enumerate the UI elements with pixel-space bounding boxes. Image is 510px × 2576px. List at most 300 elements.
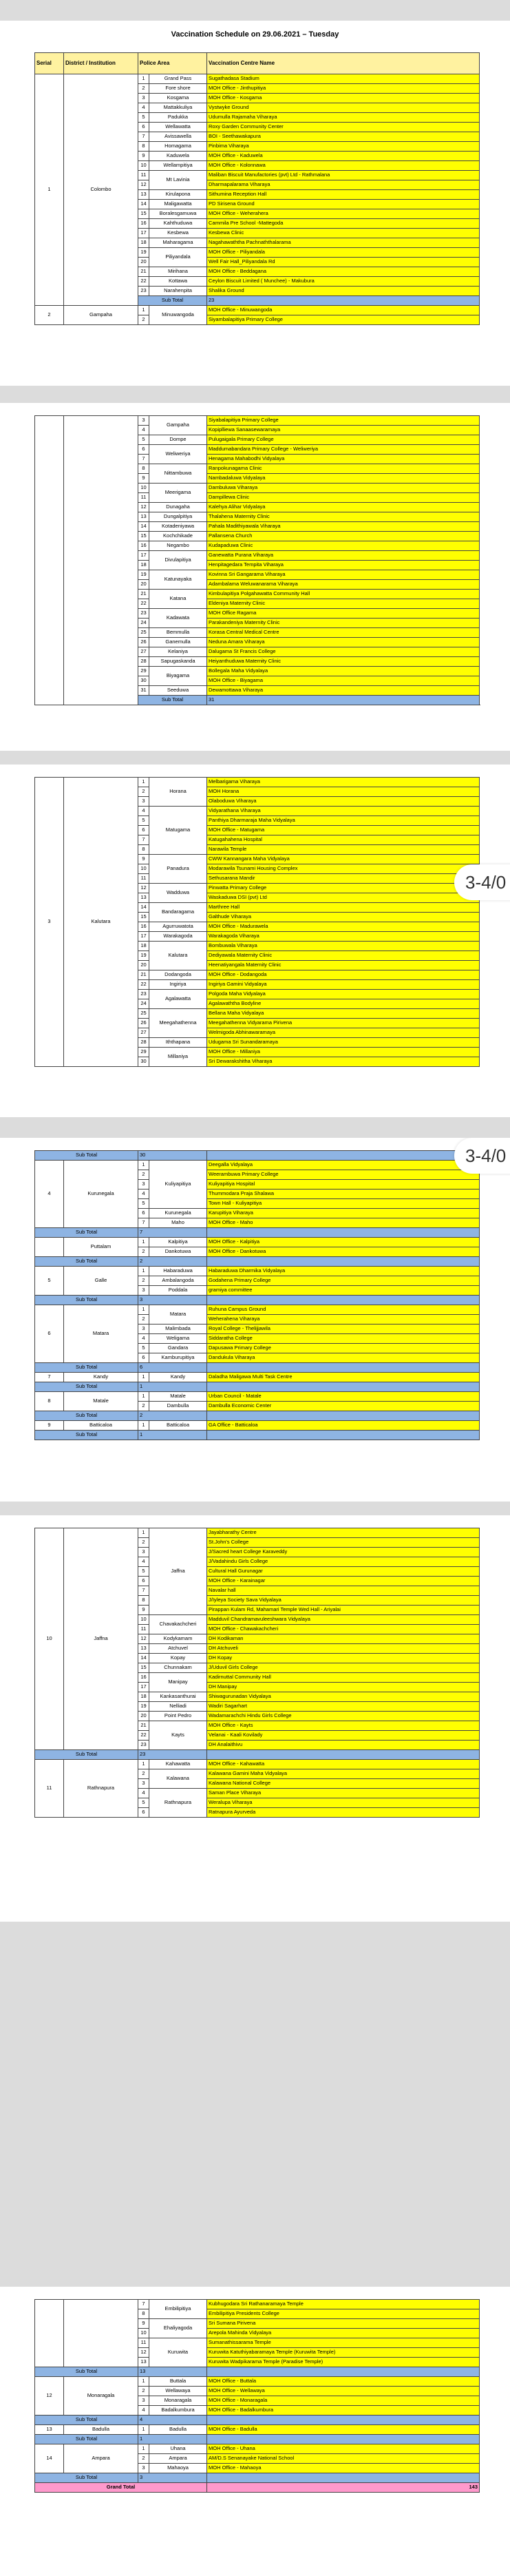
police-area-cell: Buttala bbox=[149, 2377, 207, 2387]
vaccination-centre-cell: MOH Office - Beddagana bbox=[207, 267, 480, 277]
subtotal-row bbox=[35, 1750, 480, 1760]
police-area-cell: Rathnapura bbox=[149, 1789, 207, 1818]
row-number: 1 bbox=[138, 1161, 149, 1170]
vaccination-centre-cell: Kovinna Sri Gangarama Viharaya bbox=[207, 570, 480, 580]
row-number: 14 bbox=[138, 522, 149, 532]
header-centre: Vaccination Centre Name bbox=[207, 53, 480, 74]
police-area-cell: Divulapitiya bbox=[149, 551, 207, 570]
row-number: 19 bbox=[138, 951, 149, 961]
table-row bbox=[35, 1305, 480, 1315]
row-number: 27 bbox=[138, 1028, 149, 1038]
subtotal-value: 7 bbox=[138, 1228, 207, 1238]
vaccination-centre-cell: MOH Office - Kahawatta bbox=[207, 1760, 480, 1769]
police-area-cell: Weligama bbox=[149, 1334, 207, 1344]
vaccination-centre-cell: Panthiya Dharmaraja Maha Vidyalaya bbox=[207, 816, 480, 826]
subtotal-empty bbox=[207, 1296, 480, 1305]
vaccination-centre-cell: Weralupa Viharaya bbox=[207, 1798, 480, 1808]
schedule-table bbox=[34, 52, 480, 325]
vaccination-centre-cell: MOH Office - Uhana bbox=[207, 2444, 480, 2454]
vaccination-centre-cell: Kuliyapitiya Hospital bbox=[207, 1180, 480, 1190]
row-number: 26 bbox=[138, 1019, 149, 1028]
subtotal-row bbox=[35, 1151, 480, 1161]
vaccination-centre-cell: DH Manipay bbox=[207, 1683, 480, 1692]
vaccination-centre-cell: Velanai - Kaali Kovilady bbox=[207, 1731, 480, 1741]
police-area-cell: Agalawatta bbox=[149, 990, 207, 1009]
row-number: 8 bbox=[138, 142, 149, 152]
row-number: 29 bbox=[138, 1048, 149, 1057]
subtotal-value: 2 bbox=[138, 1411, 207, 1421]
district-cell: Colombo bbox=[64, 74, 138, 306]
police-area-cell: Matugama bbox=[149, 807, 207, 855]
vaccination-centre-cell: Royal College - Thelijjawila bbox=[207, 1325, 480, 1334]
subtotal-label: Sub Total bbox=[35, 2435, 138, 2444]
row-number: 18 bbox=[138, 942, 149, 951]
subtotal-value: 2 bbox=[138, 1257, 207, 1267]
schedule-table bbox=[34, 1150, 480, 1440]
vaccination-centre-cell: Kalawana National College bbox=[207, 1779, 480, 1789]
schedule-table bbox=[34, 1528, 480, 1818]
vaccination-centre-cell: MOH Office - Chawakachcheri bbox=[207, 1625, 480, 1634]
police-area-cell: Point Pedro bbox=[149, 1712, 207, 1721]
row-number: 8 bbox=[138, 845, 149, 855]
police-area-cell: Kosgama bbox=[149, 94, 207, 103]
row-number: 1 bbox=[138, 2444, 149, 2454]
police-area-cell: Kesbewa bbox=[149, 229, 207, 238]
row-number: 2 bbox=[138, 1276, 149, 1286]
vaccination-centre-cell: Well Fair Hall_Piliyandala Rd bbox=[207, 258, 480, 267]
vaccination-centre-cell: Nambadaluwa Vidyalaya bbox=[207, 474, 480, 484]
police-area-cell: Millaniya bbox=[149, 1048, 207, 1067]
vaccination-centre-cell: MOH Office - Millaniya bbox=[207, 1048, 480, 1057]
row-number: 20 bbox=[138, 961, 149, 970]
row-number: 1 bbox=[138, 1421, 149, 1431]
row-number: 23 bbox=[138, 609, 149, 619]
vaccination-centre-cell: GA Office - Batticaloa bbox=[207, 1421, 480, 1431]
vaccination-centre-cell: Pahala Madithiyawala Viharaya bbox=[207, 522, 480, 532]
subtotal-label: Sub Total bbox=[138, 296, 207, 306]
subtotal-label: Sub Total bbox=[35, 1296, 138, 1305]
row-number: 6 bbox=[138, 123, 149, 132]
vaccination-centre-cell: Sithumina Reception Hall bbox=[207, 190, 480, 200]
row-number: 16 bbox=[138, 541, 149, 551]
police-area-cell: Kottawa bbox=[149, 277, 207, 287]
schedule-table bbox=[34, 2299, 480, 2493]
subtotal-row bbox=[35, 1411, 480, 1421]
vaccination-centre-cell: Roxy Garden Community Center bbox=[207, 123, 480, 132]
vaccination-centre-cell: Arepola Mahinda Vidyalaya bbox=[207, 2329, 480, 2338]
subtotal-empty bbox=[207, 1363, 480, 1373]
row-number: 1 bbox=[138, 1528, 149, 1538]
row-number: 2 bbox=[138, 2387, 149, 2396]
police-area-cell: Matara bbox=[149, 1305, 207, 1325]
row-number: 7 bbox=[138, 132, 149, 142]
vaccination-centre-cell: MOH Office - Wellawaya bbox=[207, 2387, 480, 2396]
vaccination-centre-cell: Vystwyke Ground bbox=[207, 103, 480, 113]
police-area-cell: Kopay bbox=[149, 1654, 207, 1663]
row-number: 28 bbox=[138, 1038, 149, 1048]
subtotal-value: 3 bbox=[138, 1296, 207, 1305]
row-number: 4 bbox=[138, 807, 149, 816]
serial-cell: 1 bbox=[35, 74, 64, 306]
vaccination-centre-cell: Maddumabandara Primary College - Weliweriya bbox=[207, 445, 480, 455]
police-area-cell: Katunayaka bbox=[149, 570, 207, 590]
row-number: 3 bbox=[138, 1779, 149, 1789]
vaccination-centre-cell: Weherahena Viharaya bbox=[207, 1315, 480, 1325]
table-row bbox=[35, 778, 480, 787]
subtotal-empty bbox=[207, 1257, 480, 1267]
vaccination-centre-cell: J/Iyleya Society Sava Vidyalaya bbox=[207, 1596, 480, 1606]
vaccination-centre-cell: Pirappan Kulam Rd, Mahamari Temple Wed Hall - Ariyalai bbox=[207, 1606, 480, 1615]
row-number: 21 bbox=[138, 590, 149, 599]
vaccination-centre-cell: Pinwatta Primary College bbox=[207, 884, 480, 893]
vaccination-centre-cell: Sumanathissarama Temple bbox=[207, 2338, 480, 2348]
vaccination-centre-cell: Town Hall - Kuliyapitiya bbox=[207, 1199, 480, 1209]
row-number: 2 bbox=[138, 1247, 149, 1257]
row-number: 14 bbox=[138, 1654, 149, 1663]
police-area-cell: Kahthuduwa bbox=[149, 219, 207, 229]
page-6 bbox=[0, 2287, 510, 2576]
row-number: 29 bbox=[138, 667, 149, 676]
row-number: 1 bbox=[138, 1373, 149, 1382]
vaccination-centre-cell: DH Atchuveli bbox=[207, 1644, 480, 1654]
district-cell: Matara bbox=[64, 1305, 138, 1363]
vaccination-centre-cell: Katugahahena Hospital bbox=[207, 835, 480, 845]
police-area-cell: Ehaliyagoda bbox=[149, 2319, 207, 2338]
police-area-cell: Badulla bbox=[149, 2425, 207, 2435]
row-number: 21 bbox=[138, 267, 149, 277]
police-area-cell: Ingiriya bbox=[149, 980, 207, 990]
row-number: 2 bbox=[138, 2454, 149, 2464]
police-area-cell: Agurruwatota bbox=[149, 922, 207, 932]
police-area-cell: Wellampitiya bbox=[149, 161, 207, 171]
row-number: 17 bbox=[138, 1683, 149, 1692]
vaccination-centre-cell: Kadirnuttal Community Hall bbox=[207, 1673, 480, 1683]
district-cell: Jaffna bbox=[64, 1528, 138, 1750]
serial-cell: 9 bbox=[35, 1421, 64, 1431]
row-number: 3 bbox=[138, 1325, 149, 1334]
police-area-cell: Ambalangoda bbox=[149, 1276, 207, 1286]
district-cell: Kurunegala bbox=[64, 1161, 138, 1228]
table-row bbox=[35, 2444, 480, 2454]
row-number: 16 bbox=[138, 922, 149, 932]
serial-cell: 10 bbox=[35, 1528, 64, 1750]
row-number: 7 bbox=[138, 2300, 149, 2309]
vaccination-centre-cell: Pallansena Church bbox=[207, 532, 480, 541]
vaccination-centre-cell: Nagahawaththa Pachnaththalarama bbox=[207, 238, 480, 248]
subtotal-value: 4 bbox=[138, 2416, 207, 2425]
police-area-cell: Maho bbox=[149, 1218, 207, 1228]
subtotal-label: Sub Total bbox=[35, 1363, 138, 1373]
vaccination-centre-cell: Maliban Biscuit Manufactories (pvt) Ltd - Rathmalana bbox=[207, 171, 480, 180]
row-number: 1 bbox=[138, 778, 149, 787]
police-area-cell: Kirulapona bbox=[149, 190, 207, 200]
serial-cell: 8 bbox=[35, 1392, 64, 1411]
serial-cell: 11 bbox=[35, 1760, 64, 1818]
police-area-cell: Mt Lavinia bbox=[149, 171, 207, 190]
vaccination-centre-cell: J/Uduvil Girls College bbox=[207, 1663, 480, 1673]
subtotal-label: Sub Total bbox=[35, 2473, 138, 2483]
vaccination-centre-cell: Habaraduwa Dharmika Vidyalaya bbox=[207, 1267, 480, 1276]
vaccination-centre-cell: Meegahathenna Vidyarama Pirivena bbox=[207, 1019, 480, 1028]
row-number: 5 bbox=[138, 113, 149, 123]
vaccination-centre-cell: Pinbima Viharaya bbox=[207, 142, 480, 152]
row-number: 2 bbox=[138, 1315, 149, 1325]
subtotal-label: Sub Total bbox=[35, 2367, 138, 2377]
row-number: 9 bbox=[138, 1606, 149, 1615]
vaccination-centre-cell: Weerambuwa Primary College bbox=[207, 1170, 480, 1180]
row-number: 30 bbox=[138, 676, 149, 686]
serial-cell: 7 bbox=[35, 1373, 64, 1382]
row-number: 10 bbox=[138, 484, 149, 493]
vaccination-centre-cell: Thalahena Maternity Clinic bbox=[207, 512, 480, 522]
row-number: 1 bbox=[138, 1267, 149, 1276]
vaccination-centre-cell: Heiyanthuduwa Maternity Clinic bbox=[207, 657, 480, 667]
vaccination-centre-cell: Shiwagurunadan Vidyalaya bbox=[207, 1692, 480, 1702]
vaccination-centre-cell: Neduna Amara Viharaya bbox=[207, 638, 480, 647]
row-number: 21 bbox=[138, 1721, 149, 1731]
police-area-cell: Kochchikade bbox=[149, 532, 207, 541]
vaccination-centre-cell: MOH Office - Dodangoda bbox=[207, 970, 480, 980]
row-number: 20 bbox=[138, 258, 149, 267]
district-cell: Batticaloa bbox=[64, 1421, 138, 1431]
page-4 bbox=[0, 1138, 510, 1502]
police-area-cell: Ampara bbox=[149, 2454, 207, 2464]
police-area-cell: Seeduwa bbox=[149, 686, 207, 696]
vaccination-centre-cell: Ruhuna Campus Ground bbox=[207, 1305, 480, 1315]
vaccination-centre-cell: Parakandeniya Maternity Clinic bbox=[207, 619, 480, 628]
vaccination-centre-cell: CWW Kannangara Maha Vidyalaya bbox=[207, 855, 480, 864]
subtotal-value: 30 bbox=[138, 1151, 207, 1161]
row-number: 1 bbox=[138, 306, 149, 315]
vaccination-centre-cell: Kalehya Alihar Vidyalaya bbox=[207, 503, 480, 512]
subtotal-label: Sub Total bbox=[35, 1431, 138, 1440]
subtotal-row bbox=[35, 2367, 480, 2377]
row-number: 3 bbox=[138, 1548, 149, 1557]
serial-cell: 12 bbox=[35, 2377, 64, 2416]
vaccination-centre-cell: Jayabharathy Centre bbox=[207, 1528, 480, 1538]
police-area-cell: Chavakachcheri bbox=[149, 1615, 207, 1634]
police-area-cell: Kandy bbox=[149, 1373, 207, 1382]
vaccination-centre-cell: Heenatiyangala Maternity Clinic bbox=[207, 961, 480, 970]
row-number: 5 bbox=[138, 435, 149, 445]
vaccination-centre-cell: Dambuluwa Viharaya bbox=[207, 484, 480, 493]
vaccination-centre-cell: MOH Office - Matugama bbox=[207, 826, 480, 835]
vaccination-centre-cell: Siyambalapitiya Primary College bbox=[207, 315, 480, 325]
serial-cell bbox=[35, 416, 64, 705]
vaccination-centre-cell: Melbarigama Viharaya bbox=[207, 778, 480, 787]
police-area-cell: Homagama bbox=[149, 142, 207, 152]
row-number: 4 bbox=[138, 1190, 149, 1199]
serial-cell: 13 bbox=[35, 2425, 64, 2435]
district-cell: Badulla bbox=[64, 2425, 138, 2435]
vaccination-centre-cell: Dalugama St Francis College bbox=[207, 647, 480, 657]
row-number: 31 bbox=[138, 686, 149, 696]
row-number: 22 bbox=[138, 277, 149, 287]
police-area-cell: Kotadeniyawa bbox=[149, 522, 207, 532]
row-number: 13 bbox=[138, 190, 149, 200]
row-number: 10 bbox=[138, 1615, 149, 1625]
row-number: 10 bbox=[138, 2329, 149, 2338]
header-row bbox=[35, 53, 480, 74]
police-area-cell: Dunagaha bbox=[149, 503, 207, 512]
vaccination-centre-cell: Sri Dewarakshitha Viharaya bbox=[207, 1057, 480, 1067]
police-area-cell: Embilipitiya bbox=[149, 2300, 207, 2319]
police-area-cell: Weliweriya bbox=[149, 445, 207, 464]
header-serial: Serial bbox=[35, 53, 64, 74]
vaccination-centre-cell: Kuruwita Katuthiyabaramaya Temple (Kuruwita Temple) bbox=[207, 2348, 480, 2358]
table-row bbox=[35, 1161, 480, 1170]
police-area-cell: Jaffna bbox=[149, 1528, 207, 1615]
table-row bbox=[35, 2425, 480, 2435]
police-area-cell: Katana bbox=[149, 590, 207, 609]
row-number: 17 bbox=[138, 551, 149, 561]
table-row bbox=[35, 1421, 480, 1431]
row-number: 4 bbox=[138, 426, 149, 435]
vaccination-centre-cell: Dewamottawa Viharaya bbox=[207, 686, 480, 696]
subtotal-label: Sub Total bbox=[35, 1257, 138, 1267]
subtotal-row bbox=[35, 1257, 480, 1267]
police-area-cell: Minuwangoda bbox=[149, 306, 207, 325]
serial-cell: 5 bbox=[35, 1267, 64, 1296]
police-area-cell: Kalutara bbox=[149, 942, 207, 970]
row-number: 17 bbox=[138, 932, 149, 942]
police-area-cell: Negambo bbox=[149, 541, 207, 551]
subtotal-empty bbox=[207, 2367, 480, 2377]
police-area-cell: Kuruwita bbox=[149, 2338, 207, 2367]
page-2 bbox=[0, 403, 510, 751]
police-area-cell: Dompe bbox=[149, 435, 207, 445]
district-cell: Puttalam bbox=[64, 1238, 138, 1257]
police-area-cell: Warakagoda bbox=[149, 932, 207, 942]
subtotal-empty bbox=[207, 2435, 480, 2444]
vaccination-centre-cell: Agalawaththa Bodyline bbox=[207, 999, 480, 1009]
police-area-cell: Uhana bbox=[149, 2444, 207, 2454]
vaccination-centre-cell: AM/D.S Senanayake National School bbox=[207, 2454, 480, 2464]
row-number: 3 bbox=[138, 2464, 149, 2473]
row-number: 3 bbox=[138, 797, 149, 807]
police-area-cell: Matale bbox=[149, 1392, 207, 1402]
subtotal-label: Sub Total bbox=[138, 696, 207, 705]
vaccination-centre-cell: J/Sacred heart College Karaveddy bbox=[207, 1548, 480, 1557]
subtotal-value: 6 bbox=[138, 1363, 207, 1373]
row-number: 24 bbox=[138, 999, 149, 1009]
vaccination-centre-cell: Kimbulapitiya Polgahawatta Community Hall bbox=[207, 590, 480, 599]
row-number: 25 bbox=[138, 628, 149, 638]
police-area-cell: Poddala bbox=[149, 1286, 207, 1296]
grand-total-row bbox=[35, 2483, 480, 2493]
police-area-cell: Fore shore bbox=[149, 84, 207, 94]
police-area-cell: Dambulla bbox=[149, 1402, 207, 1411]
police-area-cell: Meegahathenna bbox=[149, 1009, 207, 1038]
subtotal-label: Sub Total bbox=[35, 1228, 138, 1238]
vaccination-centre-cell: MOH Office - Weherahera bbox=[207, 209, 480, 219]
subtotal-empty bbox=[207, 1431, 480, 1440]
row-number: 9 bbox=[138, 474, 149, 484]
police-area-cell: Wellawaya bbox=[149, 2387, 207, 2396]
vaccination-centre-cell: Bollegala Maha Vidyalaya bbox=[207, 667, 480, 676]
police-area-cell: Badalkumbura bbox=[149, 2406, 207, 2416]
vaccination-centre-cell: BOI - Seethawakapura bbox=[207, 132, 480, 142]
row-number: 13 bbox=[138, 893, 149, 903]
vaccination-centre-cell: J/Vadahindu Girls College bbox=[207, 1557, 480, 1567]
vaccination-centre-cell: Shalika Ground bbox=[207, 287, 480, 296]
row-number: 9 bbox=[138, 152, 149, 161]
vaccination-centre-cell: Udugama Sri Sunandaramaya bbox=[207, 1038, 480, 1048]
row-number: 21 bbox=[138, 970, 149, 980]
row-number: 13 bbox=[138, 2358, 149, 2367]
row-number: 2 bbox=[138, 84, 149, 94]
row-number: 18 bbox=[138, 1692, 149, 1702]
row-number: 1 bbox=[138, 1760, 149, 1769]
table-row bbox=[35, 1373, 480, 1382]
table-row bbox=[35, 1760, 480, 1769]
row-number: 2 bbox=[138, 315, 149, 325]
row-number: 15 bbox=[138, 532, 149, 541]
police-area-cell: Maharagama bbox=[149, 238, 207, 248]
police-area-cell: Malimbada bbox=[149, 1325, 207, 1334]
vaccination-centre-cell: Udumulla Rajamaha Viharaya bbox=[207, 113, 480, 123]
vaccination-centre-cell: MOH Office - Madurawela bbox=[207, 922, 480, 932]
police-area-cell: Gandara bbox=[149, 1344, 207, 1353]
row-number: 1 bbox=[138, 74, 149, 84]
row-number: 11 bbox=[138, 171, 149, 180]
subtotal-label: Sub Total bbox=[35, 1382, 138, 1392]
table-row bbox=[35, 416, 480, 426]
row-number: 2 bbox=[138, 1538, 149, 1548]
row-number: 23 bbox=[138, 1741, 149, 1750]
police-area-cell: Kodykamam bbox=[149, 1634, 207, 1644]
row-number: 3 bbox=[138, 2396, 149, 2406]
police-area-cell: Kankasanthurai bbox=[149, 1692, 207, 1702]
vaccination-centre-cell: Dediyawala Maternity Clinic bbox=[207, 951, 480, 961]
row-number: 5 bbox=[138, 1344, 149, 1353]
subtotal-label: Sub Total bbox=[35, 2416, 138, 2425]
page-3 bbox=[0, 765, 510, 1117]
vaccination-centre-cell: Vidyarathana Viharaya bbox=[207, 807, 480, 816]
row-number: 9 bbox=[138, 2319, 149, 2329]
vaccination-centre-cell: MOH Office - Badalkumbura bbox=[207, 2406, 480, 2416]
grand-total-value: 143 bbox=[207, 2483, 480, 2493]
vaccination-centre-cell: Madduvil Chandramavuleeshwara Vidyalaya bbox=[207, 1615, 480, 1625]
row-number: 7 bbox=[138, 1586, 149, 1596]
district-cell: Gampaha bbox=[64, 306, 138, 325]
subtotal-label: Sub Total bbox=[35, 1750, 138, 1760]
police-area-cell: Sapugaskanda bbox=[149, 657, 207, 667]
police-area-cell: Kamburupitiya bbox=[149, 1353, 207, 1363]
subtotal-value: 3 bbox=[138, 2473, 207, 2483]
subtotal-value: 23 bbox=[207, 296, 480, 306]
row-number: 12 bbox=[138, 1634, 149, 1644]
subtotal-value: 23 bbox=[138, 1750, 207, 1760]
vaccination-centre-cell: DH Kopay bbox=[207, 1654, 480, 1663]
schedule-table bbox=[34, 777, 480, 1067]
vaccination-centre-cell: Ganewatta Purana Viharaya bbox=[207, 551, 480, 561]
vaccination-centre-cell: Kudapaduwa Clinic bbox=[207, 541, 480, 551]
row-number: 4 bbox=[138, 1789, 149, 1798]
row-number: 5 bbox=[138, 816, 149, 826]
row-number: 16 bbox=[138, 219, 149, 229]
police-area-cell: Kalpitiya bbox=[149, 1238, 207, 1247]
vaccination-centre-cell: Navalar hall bbox=[207, 1586, 480, 1596]
table-row bbox=[35, 1267, 480, 1276]
row-number: 6 bbox=[138, 445, 149, 455]
row-number: 7 bbox=[138, 455, 149, 464]
subtotal-row bbox=[35, 1228, 480, 1238]
police-area-cell: Piliyandala bbox=[149, 248, 207, 267]
row-number: 20 bbox=[138, 1712, 149, 1721]
police-area-cell: Dodangoda bbox=[149, 970, 207, 980]
vaccination-centre-cell: Olaboduwa Viharaya bbox=[207, 797, 480, 807]
